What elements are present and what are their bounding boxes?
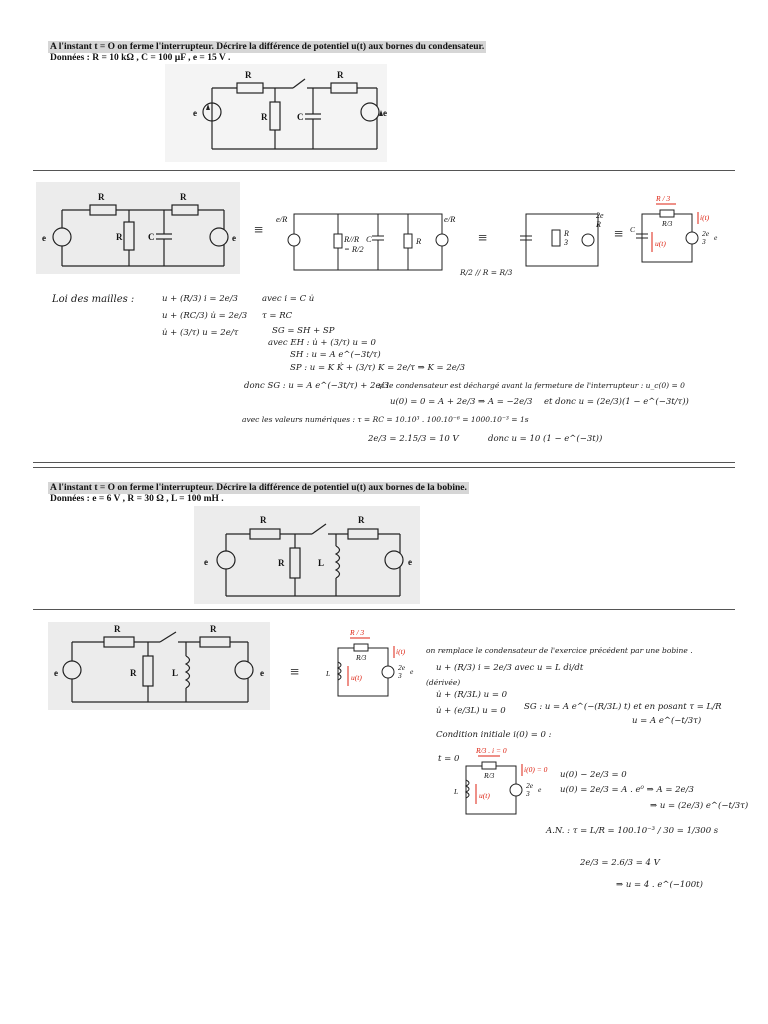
svg-text:R/3: R/3 — [356, 653, 367, 662]
svg-text:u(t): u(t) — [655, 239, 666, 248]
svg-text:R: R — [210, 624, 217, 634]
ex2-line-15: 2e/3 = 2.6/3 = 4 V — [580, 858, 660, 868]
svg-text:i(t): i(t) — [700, 213, 710, 222]
equiv-sign-2: ≡ — [478, 230, 488, 247]
svg-text:R / 3: R / 3 — [350, 628, 365, 637]
svg-text:L: L — [326, 669, 331, 678]
svg-text:= R/2: = R/2 — [344, 244, 364, 254]
svg-text:R: R — [116, 232, 123, 242]
svg-text:R / 3: R / 3 — [656, 194, 671, 203]
svg-text:e: e — [232, 233, 236, 243]
ex1-line-14: avec les valeurs numériques : τ = RC = 10.10³ . 100.10⁻⁶ = 1000.10⁻³ = 1s — [242, 415, 529, 424]
ex1-label-R-mid: R — [261, 112, 268, 122]
svg-text:2e: 2e — [596, 211, 604, 220]
svg-text:e: e — [538, 785, 542, 794]
ex2-line-2: (dérivée) — [426, 678, 461, 687]
ex1-line-0: Loi des mailles : — [52, 294, 135, 305]
equiv-sign-3: ≡ — [614, 226, 624, 243]
ex2-line-7: Condition initiale i(0) = 0 : — [436, 730, 552, 740]
ex1-line-3: u + (RC/3) u̇ = 2e/3 — [162, 311, 248, 321]
svg-text:e: e — [260, 668, 264, 678]
ex1-norton-circuit — [268, 208, 468, 278]
ex1-line-2: avec i = C u̇ — [262, 294, 315, 304]
svg-text:3: 3 — [398, 671, 402, 680]
svg-text:R/3 . i = 0: R/3 . i = 0 — [476, 746, 507, 755]
ex1-label-R-right: R — [337, 70, 344, 80]
divider — [33, 462, 735, 463]
ex2-line-16: ⇒ u = 4 . e^(−100t) — [616, 880, 703, 890]
ex2-line-13: ⇒ u = (2e/3) e^(−t/3τ) — [650, 801, 749, 811]
ex1-line-9: SP : u = K K̇ + (3/τ) K = 2e/τ ⇒ K = 2e/3 — [290, 363, 466, 373]
ex1-line-12: u(0) = 0 = A + 2e/3 ⇒ A = −2e/3 — [390, 397, 533, 407]
svg-text:e: e — [410, 667, 414, 676]
ex2-thevenin-circuit — [320, 628, 416, 706]
ex1-label-e-right: e — [383, 108, 387, 118]
divider — [33, 170, 735, 171]
ex1-line-1: u + (R/3) i = 2e/3 — [162, 294, 238, 304]
svg-text:R: R — [564, 229, 569, 238]
svg-text:R: R — [130, 668, 137, 678]
ex1-label-C: C — [297, 112, 304, 122]
svg-text:L: L — [454, 787, 459, 796]
svg-text:R: R — [180, 192, 187, 202]
ex1-label-e-left: e — [193, 108, 197, 118]
ex2-label-L: L — [318, 558, 325, 568]
svg-text:R: R — [114, 624, 121, 634]
svg-text:e: e — [54, 668, 58, 678]
ex1-line-13: et donc u = (2e/3)(1 − e^(−3t/τ)) — [544, 397, 689, 407]
svg-text:R//R: R//R — [344, 234, 360, 244]
divider — [33, 467, 735, 468]
svg-text:e: e — [714, 233, 718, 242]
ex2-line-14: A.N. : τ = L/R = 100.10⁻³ / 30 = 1/300 s — [546, 826, 719, 836]
svg-text:i(0) = 0: i(0) = 0 — [524, 765, 548, 774]
svg-text:R: R — [98, 192, 105, 202]
ex1-line-6: SG = SH + SP — [272, 326, 335, 336]
ex2-line-4: u̇ + (e/3L) u = 0 — [436, 706, 506, 716]
ex1-line-5: u̇ + (3/τ) u = 2e/τ — [162, 328, 239, 338]
ex2-line-0: on remplace le condensateur de l'exercice précédent par une bobine . — [426, 646, 693, 655]
svg-text:u(t): u(t) — [351, 673, 362, 682]
ex1-thevenin-circuit — [628, 194, 724, 272]
exercise2-statement: A l'instant t = O on ferme l'interrupteur. Décrire la différence de potentiel u(t) aux bornes de la bobine. — [50, 483, 467, 493]
svg-text:C: C — [366, 234, 372, 244]
svg-text:C: C — [148, 232, 155, 242]
exercise1-givens: Données : R = 10 kΩ , C = 100 µF , e = 15 V . — [50, 53, 231, 63]
ex2-line-12: u(0) = 2e/3 = A . e⁰ ⇒ A = 2e/3 — [560, 785, 694, 795]
ex2-line-11: u(0) − 2e/3 = 0 — [560, 770, 627, 780]
svg-text:2e: 2e — [398, 663, 406, 672]
ex2-solution-circuit — [48, 622, 270, 710]
svg-text:3: 3 — [564, 238, 568, 247]
svg-text:3: 3 — [702, 237, 706, 246]
svg-text:R/3: R/3 — [662, 219, 673, 228]
svg-text:2e: 2e — [526, 781, 534, 790]
svg-text:e: e — [42, 233, 46, 243]
exercise2-circuit — [194, 506, 420, 604]
ex2-line-5: SG : u = A e^(−(R/3L) t) et en posant τ = L/R — [524, 702, 722, 712]
ex1-reduced-circuit — [516, 208, 610, 272]
equiv-sign-1: ≡ — [254, 222, 264, 239]
svg-text:3: 3 — [526, 789, 530, 798]
svg-text:L: L — [172, 668, 179, 678]
ex2-label-e-right: e — [408, 557, 412, 567]
ex2-line-3: u̇ + (R/3L) u = 0 — [436, 690, 508, 700]
equiv-sign-4: ≡ — [290, 664, 300, 681]
ex1-line-11: si le condensateur est déchargé avant la fermeture de l'interrupteur : u_c(0) = 0 — [378, 381, 685, 390]
ex2-line-6: u = A e^(−t/3τ) — [632, 716, 702, 726]
ex1-parallel-note: R/2 // R = R/3 — [460, 268, 513, 277]
svg-text:u(t): u(t) — [479, 791, 490, 800]
ex1-solution-circuit — [36, 182, 240, 274]
svg-text:e/R: e/R — [276, 214, 288, 224]
svg-text:R: R — [596, 220, 601, 229]
ex1-line-4: τ = RC — [262, 311, 293, 321]
ex2-label-R-right: R — [358, 515, 365, 525]
ex1-line-7: avec EH : u̇ + (3/τ) u = 0 — [268, 338, 376, 348]
exercise1-statement: A l'instant t = O on ferme l'interrupteur. Décrire la différence de potentiel u(t) aux bornes du condensateur. — [50, 42, 485, 52]
ex2-label-R-left: R — [260, 515, 267, 525]
ex2-label-e-left: e — [204, 557, 208, 567]
exercise2-givens: Données : e = 6 V , R = 30 Ω , L = 100 mH . — [50, 494, 224, 504]
ex1-line-8: SH : u = A e^(−3t/τ) — [290, 350, 381, 360]
svg-text:e/R: e/R — [444, 214, 456, 224]
ex1-label-R-left: R — [245, 70, 252, 80]
ex1-line-15: 2e/3 = 2.15/3 = 10 V — [368, 434, 459, 444]
svg-text:C: C — [630, 225, 636, 234]
ex1-line-10: donc SG : u = A e^(−3t/τ) + 2e/3 — [244, 381, 389, 391]
exercise1-circuit — [165, 64, 387, 162]
ex1-line-16: donc u = 10 (1 − e^(−3t)) — [488, 434, 603, 444]
svg-text:R/3: R/3 — [484, 771, 495, 780]
ex2-label-R-mid: R — [278, 558, 285, 568]
svg-text:i(t): i(t) — [396, 647, 406, 656]
svg-text:2e: 2e — [702, 229, 710, 238]
ex2-line-8: t = 0 — [438, 754, 460, 764]
svg-text:R: R — [416, 236, 422, 246]
divider — [33, 609, 735, 610]
ex2-line-1: u + (R/3) i = 2e/3 avec u = L di/dt — [436, 663, 584, 673]
ex2-initial-circuit — [448, 746, 550, 822]
